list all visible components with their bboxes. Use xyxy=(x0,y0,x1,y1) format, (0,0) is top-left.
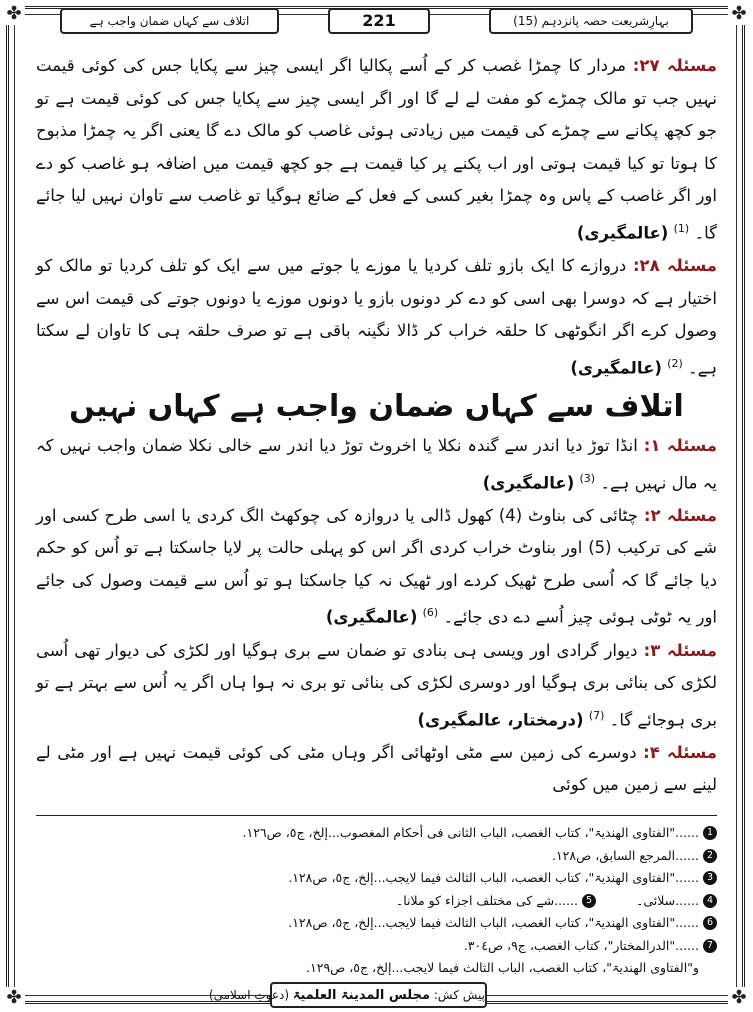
footnote-number: 2 xyxy=(703,849,717,863)
corner-ornament-icon: ✤ xyxy=(3,3,25,25)
masala-label: مسئلہ ۴: xyxy=(643,742,718,762)
source-citation: (عالمگیری) xyxy=(482,473,575,493)
masala-text: دوسرے کی زمین سے مٹی اوٹھائی اگر وہاں مٹی کی کوئی قیمت نہیں ہے اور مٹی لے لینے سے زمین میں کوئی xyxy=(36,742,717,795)
masala-label: مسئلہ ۲۷: xyxy=(632,56,718,75)
footnote-ref: (7) xyxy=(588,708,605,722)
footer-suffix: (دعوتِ اسلامی) xyxy=(208,988,290,1002)
footnote xyxy=(396,890,596,913)
corner-ornament-icon: ✤ xyxy=(3,987,25,1009)
masala-28 xyxy=(36,250,717,385)
footnote-text: ......شے کی مختلف اجزاء کو ملانا۔ xyxy=(395,892,578,908)
masala-1 xyxy=(36,430,717,500)
footnote-number: 1 xyxy=(703,826,717,840)
masala-text: انڈا توڑ دیا اندر سے گندہ نکلا یا اخروٹ توڑ دیا اندر سے خالی نکلا ضمان واجب نہیں کہ یہ مال نہیں ہے۔ xyxy=(36,435,717,493)
footnote-number: 4 xyxy=(703,894,717,908)
corner-ornament-icon: ✤ xyxy=(728,987,750,1009)
masala-label: مسئلہ ۲۸: xyxy=(632,256,717,276)
masala-3 xyxy=(36,635,717,737)
footnote-text: ......المرجع السابق، ص١٢٨. xyxy=(551,847,699,863)
footnote-text: و"الفتاوی الھندیۃ"، کتاب الغصب، الباب الثالث فیما لایجب...إلخ، ج٥، ص١٢٩. xyxy=(306,960,699,975)
chapter-title: اتلاف سے کہاں ضمان واجب ہے xyxy=(60,8,279,34)
masala-label: مسئلہ ۱: xyxy=(643,435,718,455)
masala-text: چٹائی کی بناوٹ (4) کھول ڈالی یا دروازہ کی چوکھٹ الگ کردی یا اسی طرح کسی اور شے کی ترکیب (5) اور بناوٹ خراب کردی اگر اس کو پہلی حالت پر لایا جاسکتا ہے تو اُس کو حکم دیا جائے گا کہ اُسی طرح ٹھیک کردے اور ٹھیک نہ کیا جاسکتا ہو تو اُس سے قیمت وصول کی جائے اور یہ ٹوٹی ہوئی چیز اُسے دے دی جائے۔ xyxy=(36,505,717,627)
footnote-number: 6 xyxy=(703,916,717,930)
masala-text: مردار کا چمڑا غصب کر کے اُسے پکالیا اگر ایسی چیز سے پکایا جس کی کوئی قیمت نہیں جب تو مالک چمڑے کو مفت لے لے گا اور اگر ایسی چیز سے پکایا جس کی کوئی قیمت ہے تو جو کچھ پکانے سے چمڑے کی قیمت میں زیادتی ہوئی غاصب کو مالک دے گا یعنی اگر یہ چمڑا مذبوح کا ہوتا تو کیا قیمت ہوتی اور اب پکنے پر کیا قیمت ہے جو کچھ قیمت میں اضافہ ہو غاصب کو دے اور اگر غاصب کے پاس وہ چمڑا بغیر کسی کے فعل کے ضائع ہوگیا تو غاصب سے تاوان نہیں لیا جائے گا۔ xyxy=(36,56,717,243)
masala-label: مسئلہ ۳: xyxy=(643,640,717,660)
page-header xyxy=(60,6,693,34)
footnote-number: 7 xyxy=(703,939,717,953)
footnote xyxy=(36,822,717,845)
page-number: 221 xyxy=(328,8,430,34)
footnote-text: ......سلائی۔ xyxy=(636,892,699,908)
footer-organization: مجلس المدینۃ العلمیۃ xyxy=(292,988,431,1003)
footnote-text: ......"الفتاوی الھندیۃ"، کتاب الغصب، الباب الثالث فیما لایجب...إلخ، ج٥، ص١٢٨. xyxy=(288,870,699,885)
corner-ornament-icon: ✤ xyxy=(728,3,750,25)
page-footer xyxy=(208,982,487,1008)
footnote-text: ......"الدرالمختار"، کتاب الغصب، ج٩، ص٣٠٤. xyxy=(463,937,699,953)
footnote-text: ......"الفتاوی الھندیۃ"، کتاب الغصب، الباب الثالث فیما لایجب...إلخ، ج٥، ص١٢٨. xyxy=(288,915,699,930)
footnote xyxy=(36,867,717,890)
section-heading: اتلاف سے کہاں ضمان واجب ہے کہاں نہیں xyxy=(69,388,684,424)
footnote xyxy=(36,845,717,868)
source-citation: (عالمگیری) xyxy=(570,358,662,378)
masala-4 xyxy=(36,737,717,802)
footnote xyxy=(36,912,717,935)
footnote-number: 3 xyxy=(703,871,717,885)
masala-text: دیوار گرادی اور ویسی ہی بنادی تو ضمان سے بری ہوگیا اور لکڑی کی دیوار تھی اُسی لکڑی کی بنائی بری ہوگیا اور دوسری لکڑی کی بنائی تو بری نہ ہوا ہاں اگر یہ اُس سے بہتر ہے تو بری ہوجائے گا۔ xyxy=(36,640,717,730)
masala-2 xyxy=(36,500,717,635)
footnote xyxy=(36,935,717,958)
footnote-ref: (1) xyxy=(673,221,690,235)
masala-text: دروازے کا ایک بازو تلف کردیا یا موزے یا جوتے میں سے ایک کو تلف کردیا تو مالک کو اختیار ہے کہ دوسرا بھی اسی کو دے کر دونوں بازو یا دونوں موزے یا دونوں جوتے کی قیمت اس سے وصول کرے اگر انگوٹھی کا حلقہ خراب کر ڈالا نگینہ باقی ہے تو صرف حلقہ ہی کا تاوان لے سکتا ہے۔ xyxy=(36,256,717,378)
main-text xyxy=(36,50,717,802)
footnote xyxy=(636,890,717,913)
footnotes xyxy=(36,822,717,980)
source-citation: (عالمگیری) xyxy=(576,223,669,243)
footnote-ref: (2) xyxy=(667,356,683,370)
masala-27 xyxy=(36,50,717,250)
masala-label: مسئلہ ۲: xyxy=(643,505,717,525)
book-title: بہارِشریعت حصہ پانزدہم (15) xyxy=(489,8,693,34)
footnote-pair xyxy=(36,890,717,913)
footnote-ref: (6) xyxy=(422,606,439,620)
footer-prefix: پیش کش: xyxy=(433,988,485,1002)
footnote-number: 5 xyxy=(582,894,596,908)
footnote-text: ......"الفتاوی الھندیۃ"، کتاب الغصب، الباب الثانی فی أحکام المغصوب...إلخ، ج٥، ص١٢٦. xyxy=(242,825,699,840)
footnote-ref: (3) xyxy=(579,471,596,485)
source-citation: (عالمگیری) xyxy=(325,607,418,627)
footnote-divider xyxy=(36,815,717,816)
footnote-continuation xyxy=(36,957,717,980)
source-citation: (درمختار، عالمگیری) xyxy=(417,710,584,730)
